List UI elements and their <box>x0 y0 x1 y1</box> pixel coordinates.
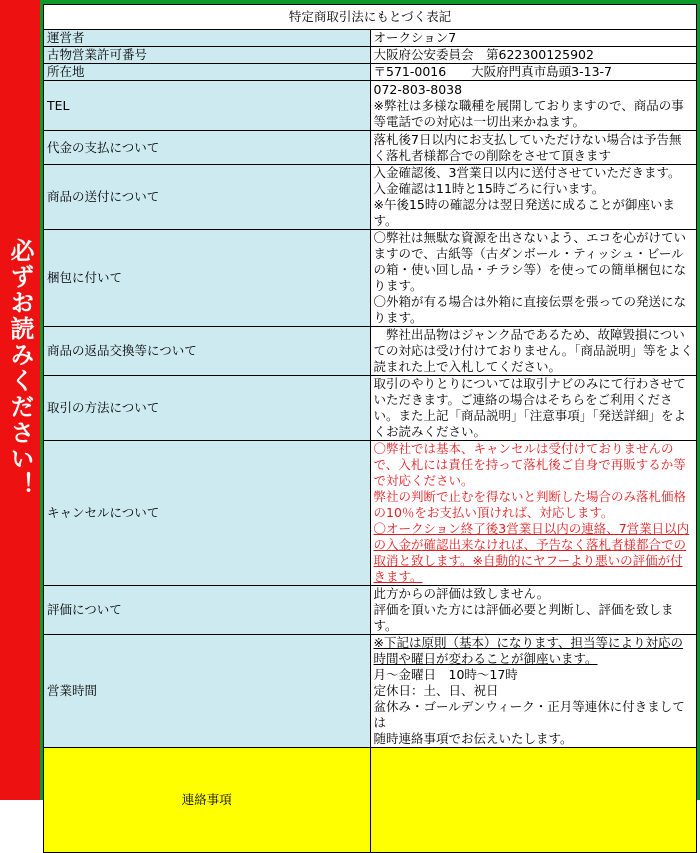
cancel-line: 弊社の判断で止むを得ないと判断した場合のみ落札価格の10％をお支払い頂ければ、対応します。 <box>373 489 687 520</box>
table-row <box>44 635 697 748</box>
row-value-license: 大阪府公安委員会 第622300125902 <box>370 47 697 64</box>
cancel-line: 〇弊社では基本、キャンセルは受付けておりませんので、入札には責任を持って落札後ご自身で再販するか等で対応ください。 <box>373 441 686 488</box>
side-banner-text: 必ずお読みください！ <box>6 238 34 498</box>
table-row-contact <box>44 748 697 853</box>
table-row <box>44 81 697 131</box>
row-label-evaluation: 評価について <box>44 586 371 635</box>
row-label-payment: 代金の支払について <box>44 131 371 165</box>
table-row <box>44 376 697 441</box>
packing-line: 〇弊社は無駄な資源を出さないよう、エコを心がけていますので、古紙等（古ダンボール・ティッシュ・ビールの箱・使い回し品・チラシ等）を使っての簡単梱包になります。 <box>373 230 687 293</box>
side-banner <box>0 0 40 800</box>
row-value-shipping <box>370 165 697 230</box>
row-value-evaluation <box>370 586 697 635</box>
table-row <box>44 64 697 81</box>
row-value-returns: 弊社出品物はジャンク品であるため、故障毀損についての対応は受け付けておりません。「商品説明」等をよく読まれた上で入札してください。 <box>370 327 697 376</box>
row-value-hours <box>370 635 697 748</box>
shipping-line: 入金確認は11時と15時ごろに行います。 <box>373 181 605 196</box>
row-label-returns: 商品の返品交換等について <box>44 327 371 376</box>
row-value-tel <box>370 81 697 131</box>
table-row <box>44 165 697 230</box>
table-row <box>44 230 697 327</box>
title-row <box>44 5 697 30</box>
table-row <box>44 47 697 64</box>
row-value-address: 〒571-0016 大阪府門真市島頭3-13-7 <box>370 64 697 81</box>
row-value-cancel <box>370 441 697 586</box>
cancel-line-underlined: 〇オークション終了後3営業日以内の連絡、7営業日以内の入金が確認出来なければ、予告なく落札者様都合での取消と致します。※自動的にヤフーより悪いの評価が付きます。 <box>373 521 690 584</box>
row-label-license: 古物営業許可番号 <box>44 47 371 64</box>
row-value-packing <box>370 230 697 327</box>
row-label-shipping: 商品の送付について <box>44 165 371 230</box>
row-value-operator: オークション7 <box>370 30 697 47</box>
row-value-transaction: 取引のやりとりについては取引ナビのみにて行わさせていただきます。ご連絡の場合はそちらをご利用ください。また上記「商品説明」「注意事項」「発送詳細」をよくお読みください。 <box>370 376 697 441</box>
table-row <box>44 131 697 165</box>
row-value-contact <box>370 748 697 853</box>
row-label-address: 所在地 <box>44 64 371 81</box>
row-label-contact: 連絡事項 <box>44 748 371 853</box>
shipping-line: ※午後15時の確認分は翌日発送に成ることが御座います。 <box>373 197 675 228</box>
row-label-hours: 営業時間 <box>44 635 371 748</box>
tel-number: 072-803-8038 <box>373 81 463 97</box>
table-row <box>44 586 697 635</box>
legal-notice-table <box>43 4 697 853</box>
packing-line: 〇外箱が有る場合は外箱に直接伝票を張っての発送になります。 <box>373 294 687 325</box>
evaluation-line: 評価を頂いた方には評価必要と判断し、評価を致します。 <box>373 602 674 633</box>
row-label-packing: 梱包に付いて <box>44 230 371 327</box>
evaluation-line: 此方からの評価は致しません。 <box>373 586 550 601</box>
row-label-cancel: キャンセルについて <box>44 441 371 586</box>
row-label-transaction: 取引の方法について <box>44 376 371 441</box>
row-value-payment: 落札後7日以内にお支払していただけない場合は予告無く落札者様都合での削除をさせて頂きます <box>370 131 697 165</box>
hours-line: 定休日：土、日、祝日 <box>373 683 499 698</box>
hours-note: ※下記は原則（基本）になります、担当等により対応の時間や曜日が変わることが御座います。 <box>373 635 683 666</box>
shipping-line: 入金確認後、3営業日以内に送付させていただきます。 <box>373 165 681 180</box>
table-row <box>44 441 697 586</box>
table-row <box>44 30 697 47</box>
row-label-tel: TEL <box>44 81 371 131</box>
hours-line: 盆休み・ゴールデンウィーク・正月等連休に付きましては <box>373 699 685 730</box>
tel-note: ※弊社は多様な職種を展開しておりますので、商品の事等電話での対応は一切出来かねます。 <box>373 97 684 129</box>
table-title: 特定商取引法にもとづく表記 <box>44 5 697 30</box>
hours-line: 月～金曜日 10時～17時 <box>373 667 518 682</box>
hours-line: 随時連絡事項でお伝えいたします。 <box>373 731 573 746</box>
row-label-operator: 運営者 <box>44 30 371 47</box>
table-row <box>44 327 697 376</box>
